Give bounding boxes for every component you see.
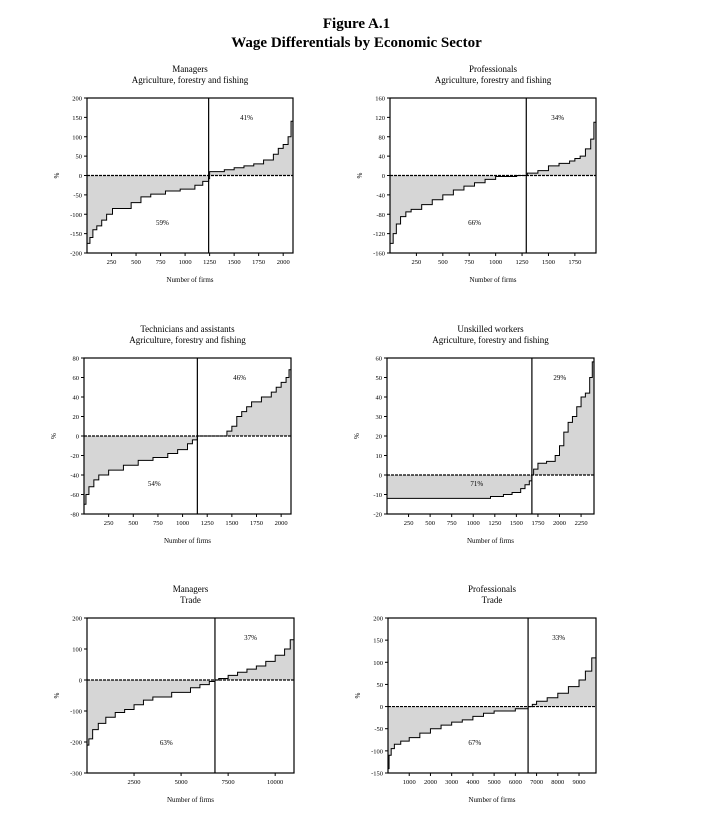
x-tick-label: 6000 [508,779,522,786]
x-tick-label: 1250 [200,520,214,527]
figure-title: Figure A.1 [322,16,391,32]
x-tick-label: 1750 [568,259,582,266]
x-tick-label: 1500 [225,520,239,527]
x-tick-label: 2000 [553,520,566,527]
y-tick-label: 60 [72,375,79,382]
x-tick-label: 1750 [250,520,263,527]
x-tick-label: 1500 [509,520,523,527]
x-tick-label: 500 [437,259,448,266]
y-tick-label: -20 [70,453,79,460]
chart-subtitle: Agriculture, forestry and fishing [131,75,249,85]
y-tick-label: 50 [376,681,383,689]
y-tick-label: 30 [375,414,382,421]
chart-panel-4 [352,324,594,545]
negative-share-label: 63% [159,739,173,748]
y-axis-label: % [352,433,360,439]
y-tick-label: 150 [72,114,82,122]
chart-panel-1 [52,64,293,284]
series-area [87,626,294,748]
x-tick-label: 250 [103,520,114,527]
x-tick-label: 1750 [252,259,266,266]
x-tick-label: 500 [131,259,141,266]
y-tick-label: -150 [70,231,82,239]
x-tick-label: 7500 [221,779,235,786]
y-tick-label: -20 [373,511,382,519]
y-tick-label: -160 [373,250,385,258]
x-tick-label: 3000 [445,779,459,786]
positive-share-label: 46% [233,374,246,382]
negative-share-label: 71% [470,479,484,488]
chart-subtitle: Trade [180,595,201,605]
y-tick-label: 0 [75,433,79,441]
x-tick-label: 1000 [489,259,503,266]
y-tick-label: 0 [78,677,82,685]
x-tick-label: 750 [155,259,166,266]
y-tick-label: -40 [70,472,79,480]
chart-panel-3 [49,324,291,545]
negative-share-label: 66% [468,219,481,228]
negative-share-label: 59% [155,219,169,228]
chart-panel-6 [353,584,596,804]
y-tick-label: -80 [70,511,79,519]
x-tick-label: 9000 [572,779,586,786]
positive-share-label: 41% [240,114,254,122]
y-tick-label: 80 [72,355,79,363]
series-area [84,366,291,504]
x-tick-label: 7000 [530,779,544,786]
y-tick-label: 0 [381,173,385,180]
chart-subtitle: Trade [481,595,503,605]
x-tick-label: 250 [106,259,117,266]
y-tick-label: -100 [70,211,82,219]
y-tick-label: -150 [371,770,383,778]
y-axis-label: % [355,172,363,179]
series-area [390,103,596,243]
x-tick-label: 2000 [423,779,437,786]
y-tick-label: -200 [70,250,82,258]
x-tick-label: 5000 [487,779,501,786]
x-tick-label: 2000 [276,259,290,266]
x-axis-label: Number of firms [166,276,214,284]
y-tick-label: 40 [375,394,382,402]
x-axis-label: Number of firms [466,537,515,545]
y-tick-label: 60 [375,355,382,363]
y-axis-label: % [52,692,60,699]
chart-title: Professionals [469,64,517,74]
y-tick-label: 100 [72,646,82,654]
y-tick-label: 200 [72,615,82,623]
chart-title: Unskilled workers [457,324,524,334]
y-tick-label: 40 [72,394,79,402]
chart-title: Professionals [468,584,516,594]
series-area [387,362,594,499]
x-tick-label: 2500 [127,779,141,786]
x-tick-label: 1250 [203,259,217,266]
y-tick-label: -200 [70,739,82,747]
y-tick-label: 50 [375,375,382,382]
y-tick-label: 50 [75,153,82,161]
positive-share-label: 33% [552,634,566,642]
y-tick-label: 150 [373,637,383,645]
x-axis-label: Number of firms [163,537,212,545]
y-tick-label: 20 [375,433,382,441]
x-tick-label: 2000 [274,520,288,527]
chart-subtitle: Agriculture, forestry and fishing [129,335,246,345]
y-tick-label: 20 [72,414,79,421]
y-axis-label: % [52,172,60,179]
y-tick-label: -300 [70,770,82,778]
chart-subtitle: Agriculture, forestry and fishing [432,335,549,345]
x-tick-label: 1750 [531,520,545,527]
y-tick-label: -120 [373,231,385,239]
y-tick-label: -80 [376,211,385,219]
figure-subtitle: Wage Differentials by Economic Sector [231,35,482,51]
x-tick-label: 1250 [488,520,502,527]
y-tick-label: 100 [373,659,383,667]
chart-title: Managers [172,584,209,594]
chart-title: Technicians and assistants [140,324,235,334]
y-tick-label: 120 [375,114,385,122]
y-tick-label: 80 [378,134,385,142]
x-tick-label: 500 [425,520,435,527]
y-tick-label: -60 [70,492,79,499]
y-tick-label: 0 [379,704,383,712]
y-tick-label: 0 [78,173,82,180]
x-tick-label: 4000 [466,779,480,786]
x-tick-label: 1500 [227,259,241,266]
x-tick-label: 250 [403,520,414,527]
chart-panel-5 [52,584,294,804]
series-area [388,631,596,768]
y-tick-label: 10 [375,453,382,460]
y-tick-label: -50 [374,726,383,734]
y-tick-label: 200 [72,95,82,103]
y-tick-label: 100 [72,134,82,142]
x-tick-label: 5000 [174,779,188,786]
x-tick-label: 1000 [466,520,480,527]
x-tick-label: 1000 [402,779,416,786]
y-tick-label: -50 [73,192,82,200]
chart-panel-2 [355,64,596,284]
positive-share-label: 34% [551,114,565,122]
x-tick-label: 2250 [574,520,588,527]
y-tick-label: 160 [375,95,385,103]
x-tick-label: 10000 [267,779,284,786]
negative-share-label: 54% [147,479,161,488]
x-axis-label: Number of firms [468,796,516,804]
chart-subtitle: Agriculture, forestry and fishing [434,75,552,85]
y-tick-label: 200 [373,615,383,623]
y-tick-label: 40 [378,153,385,161]
x-tick-label: 8000 [551,779,565,786]
positive-share-label: 37% [244,634,257,642]
x-tick-label: 750 [153,520,163,527]
x-tick-label: 500 [128,520,139,527]
x-tick-label: 1500 [541,259,555,266]
y-tick-label: 0 [378,472,382,480]
y-axis-label: % [353,692,361,699]
y-tick-label: -100 [70,708,82,716]
series-area [87,100,293,243]
x-tick-label: 250 [411,259,422,266]
x-tick-label: 1000 [178,259,192,266]
x-axis-label: Number of firms [166,796,215,804]
x-tick-label: 1000 [176,520,190,527]
chart-title: Managers [172,64,208,74]
negative-share-label: 67% [468,739,482,748]
y-axis-label: % [49,433,57,439]
x-tick-label: 750 [446,520,457,527]
x-tick-label: 750 [464,259,475,266]
positive-share-label: 29% [553,374,567,382]
y-tick-label: -10 [373,492,382,499]
y-tick-label: -40 [376,192,385,200]
x-tick-label: 1250 [515,259,529,266]
y-tick-label: -100 [371,748,383,756]
x-axis-label: Number of firms [469,276,517,284]
